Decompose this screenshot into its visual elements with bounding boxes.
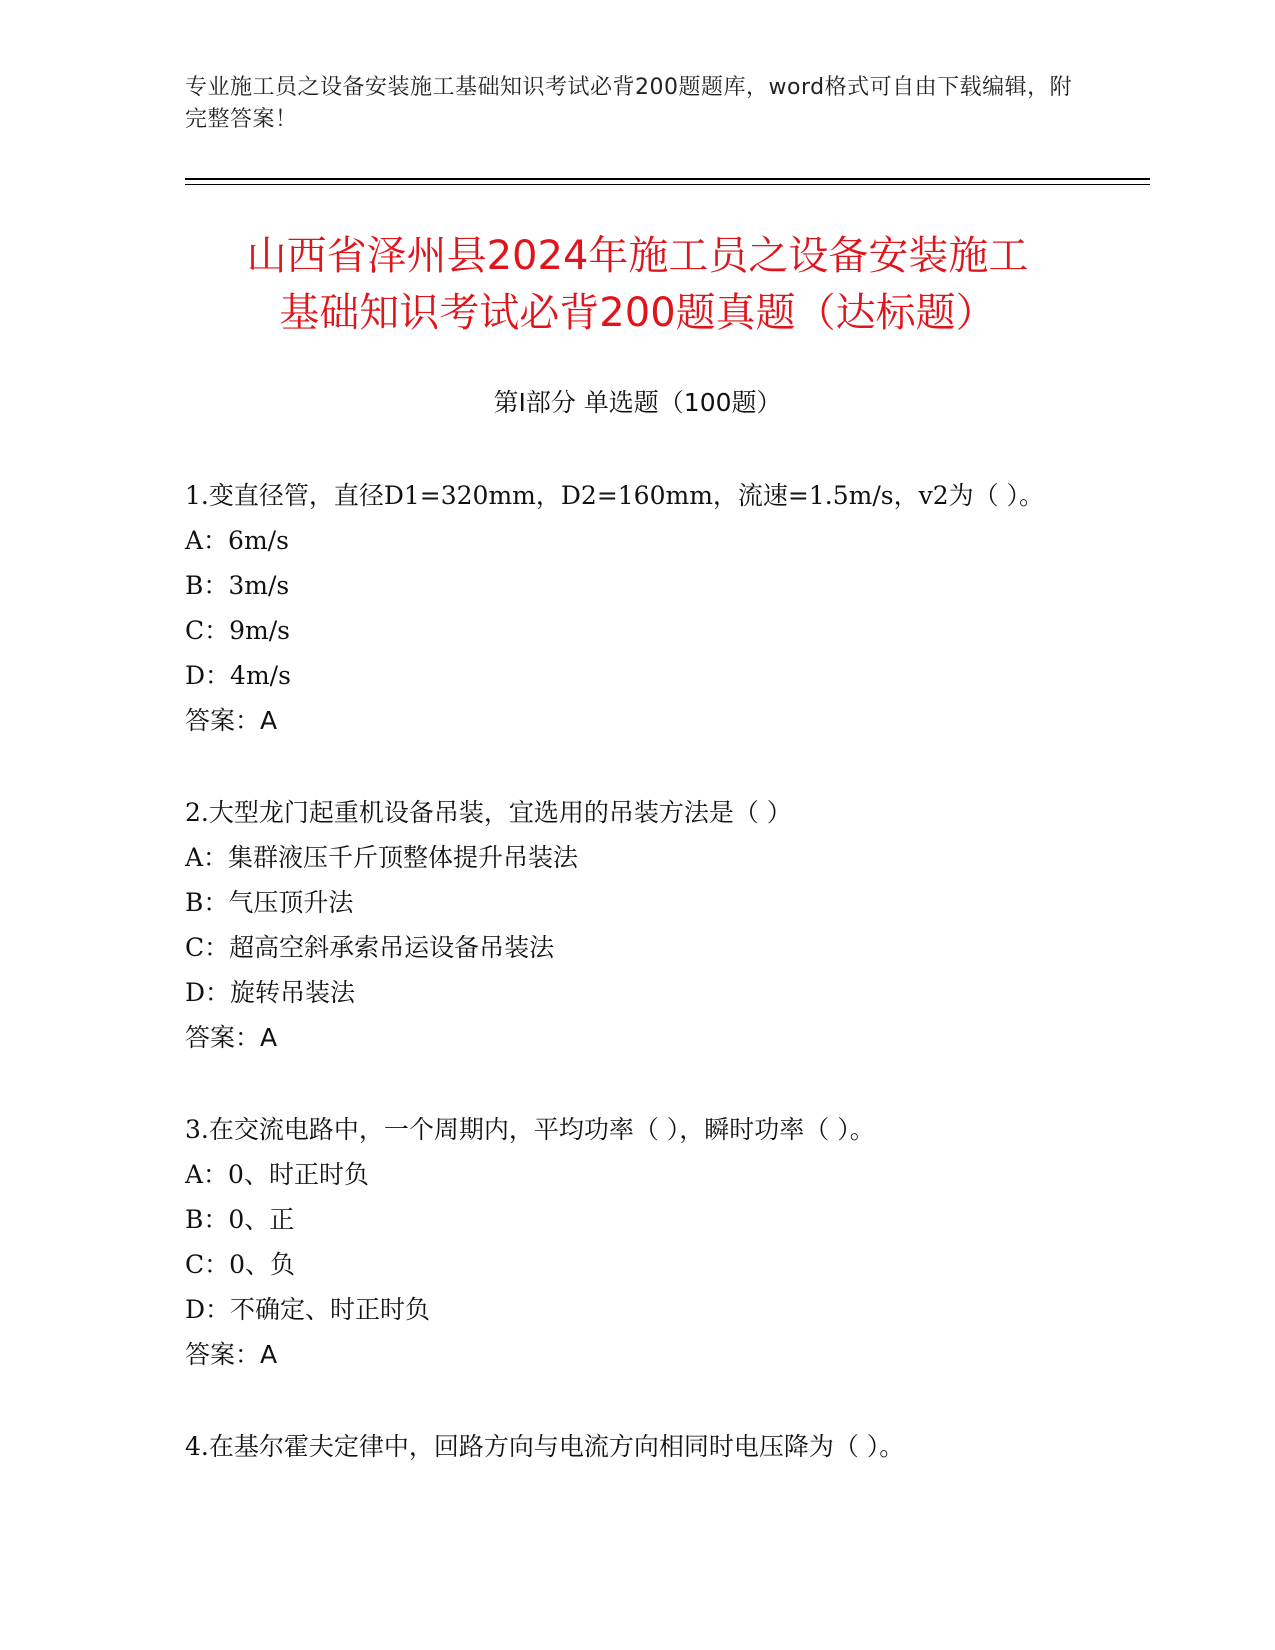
option-d: D：旋转吊装法 [185, 978, 356, 1007]
option-a: A：集群液压千斤顶整体提升吊装法 [185, 843, 579, 872]
question-item [185, 1107, 1145, 1377]
answer: 答案：A [185, 1023, 278, 1052]
question-item [185, 790, 1145, 1060]
option-b: B：0、正 [185, 1205, 295, 1234]
document-title [150, 228, 1125, 342]
question-item [185, 1424, 1145, 1469]
document-title-line-2: 基础知识考试必背200题真题（达标题） [279, 290, 996, 336]
option-a: A：6m/s [185, 526, 289, 555]
option-d: D：不确定、时正时负 [185, 1295, 431, 1324]
question-item [185, 473, 1145, 743]
option-d: D：4m/s [185, 661, 291, 690]
option-c: C：9m/s [185, 616, 290, 645]
header-note: 专业施工员之设备安装施工基础知识考试必背200题题库，word格式可自由下载编辑，附完整答案！ [185, 75, 1073, 132]
option-a: A：0、时正时负 [185, 1160, 369, 1189]
option-b: B：气压顶升法 [185, 888, 354, 917]
document-title-line-1: 山西省泽州县2024年施工员之设备安装施工 [246, 233, 1029, 279]
header-divider-thin [185, 184, 1150, 185]
question-stem: 4.在基尔霍夫定律中，回路方向与电流方向相同时电压降为（ ）。 [185, 1432, 905, 1461]
option-c: C：0、负 [185, 1250, 296, 1279]
question-stem: 3.在交流电路中，一个周期内，平均功率（ ），瞬时功率（ ）。 [185, 1115, 875, 1144]
option-c: C：超高空斜承索吊运设备吊装法 [185, 933, 555, 962]
question-stem: 1.变直径管，直径D1=320mm，D2=160mm，流速=1.5m/s，v2为（ ）。 [185, 481, 1045, 510]
section-heading: 第I部分 单选题（100题） [493, 388, 782, 417]
answer: 答案：A [185, 1340, 278, 1369]
question-stem: 2.大型龙门起重机设备吊装，宜选用的吊装方法是（ ） [185, 798, 792, 827]
question-list [185, 473, 1145, 1516]
header-divider-thick [185, 178, 1150, 180]
answer: 答案：A [185, 706, 278, 735]
option-b: B：3m/s [185, 571, 290, 600]
